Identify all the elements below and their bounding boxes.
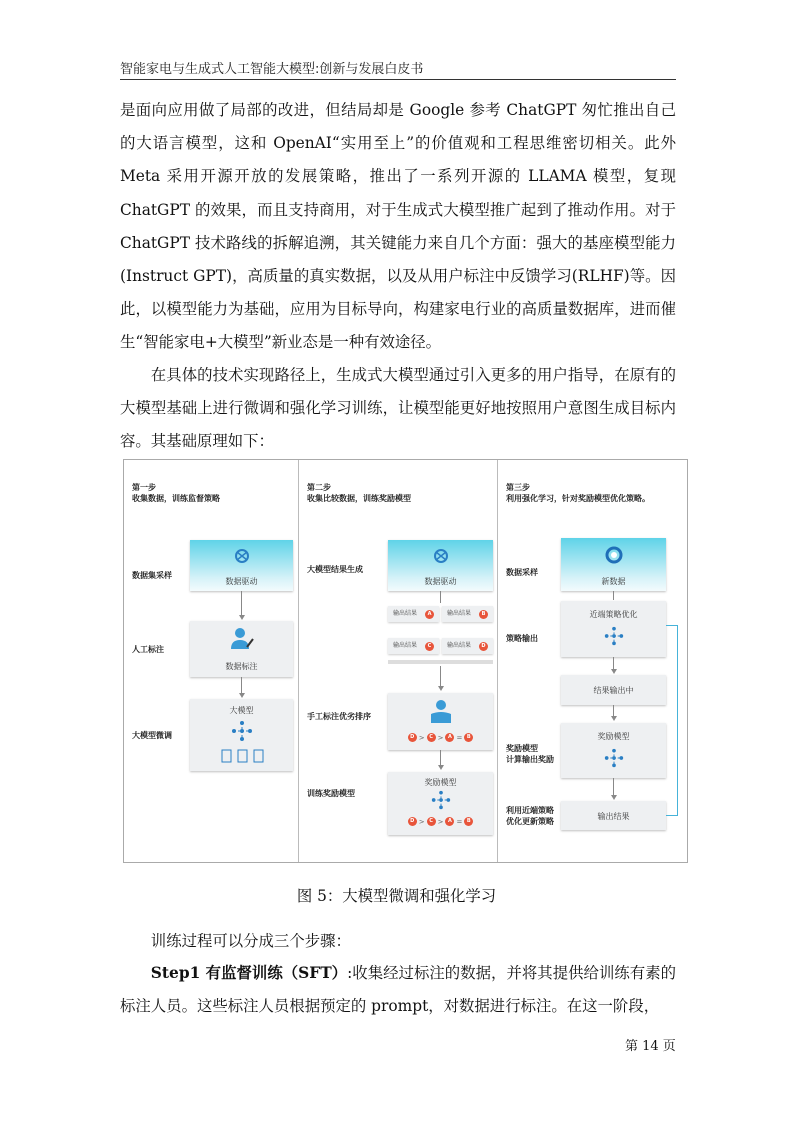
arrow-head [611, 716, 617, 721]
box-label: 新数据 [601, 577, 626, 586]
box-label: 结果输出中 [593, 686, 634, 695]
page-number: 第 14 页 [625, 1039, 676, 1054]
rank-badge: A [445, 733, 454, 742]
output-result-c [388, 638, 439, 654]
feedback-line [677, 625, 678, 816]
row-label: 利用近端策略 优化更新策略 [506, 806, 554, 826]
step2-column [299, 460, 497, 862]
badge-b: B [479, 610, 488, 619]
new-data-box [561, 538, 666, 591]
rank-badge: C [427, 817, 436, 826]
arrow-head [438, 686, 444, 691]
box-label: 数据标注 [225, 662, 258, 671]
running-header: 智能家电与生成式人工智能大模型:创新与发展白皮书 [120, 62, 424, 77]
step3-title: 第三步 [506, 483, 530, 492]
output-label: 输出结果 [393, 610, 418, 617]
network-icon [230, 719, 254, 743]
arrow-line [440, 591, 441, 603]
output-label: 输出结果 [393, 642, 418, 649]
box-label: 大模型 [229, 706, 254, 715]
output-result-box [561, 801, 666, 830]
person-icon [430, 699, 452, 723]
box-label: 近端策略优化 [589, 610, 638, 619]
arrow-head [611, 795, 617, 800]
step2-title: 第二步 [307, 483, 331, 492]
step1-subtitle: 收集数据，训练监督策略 [132, 494, 220, 503]
step3-column [498, 460, 686, 862]
result-output-box [561, 675, 666, 705]
arrow-head [438, 765, 444, 770]
row-label: 训练奖励模型 [307, 789, 355, 798]
badge-d: D [479, 642, 488, 651]
rank-badge: D [408, 733, 417, 742]
row-label: 手工标注优劣排序 [307, 712, 371, 721]
output-label: 输出结果 [447, 642, 472, 649]
document-icons [220, 749, 266, 763]
network-icon [603, 747, 625, 769]
arrow-head [239, 615, 245, 620]
step3-subtitle: 利用强化学习，针对奖励模型优化策略。 [506, 494, 650, 503]
rank-badge: A [445, 817, 454, 826]
robot-icon [234, 548, 250, 564]
large-model-box [190, 699, 293, 771]
feedback-line [666, 815, 677, 816]
feedback-line [666, 625, 677, 626]
rank-badge: B [464, 733, 473, 742]
ranking-row [388, 817, 493, 826]
cycle-icon [605, 546, 623, 564]
data-driven-box [388, 540, 493, 591]
box-label: 奖励模型 [597, 732, 630, 741]
arrow-head [239, 693, 245, 698]
reward-model-box [561, 723, 666, 778]
row-label: 策略输出 [506, 634, 538, 643]
network-icon [430, 789, 452, 811]
step1-text: :收集经过标注的数据，并将其提供给训练有素的标注人员。这些标注人员根据预定的 prompt，对数据进行标注。在这一阶段， [120, 964, 676, 1016]
paragraph-3: 训练过程可以分成三个步骤： [150, 932, 351, 950]
data-driven-box [190, 540, 293, 591]
row-label: 奖励模型 计算输出奖励 [506, 744, 554, 764]
ranking-row [388, 733, 493, 742]
ranking-box [388, 693, 493, 750]
rank-operator: > [437, 733, 444, 742]
row-label: 大模型结果生成 [307, 565, 363, 574]
row-label: 数据集采样 [132, 571, 172, 580]
person-edit-icon [230, 627, 254, 651]
output-label: 输出结果 [447, 610, 472, 617]
robot-icon [433, 548, 449, 564]
paragraph-1: 是面向应用做了局部的改进，但结局却是 Google 参考 ChatGPT 匆忙推出自己的大语言模型，这和 OpenAI“实用至上”的价值观和工程思维密切相关。此外 Meta 采用开源开放的发展策略，推出了一系列开源的 LLAMA 模型，复现 ChatGPT 的效果，而且支持商用，对于生成式大模型推广起到了推动作用。对于 ChatGPT 技术路线的拆解追溯，其关键能力来自几个方面：强大的基座模型能力(Instruct GPT)，高质量的真实数据，以及从用户标注中反馈学习(RLHF)等。因此，以模型能力为基础，应用为目标导向，构建家电行业的高质量数据库，进而催生“智能家电+大模型”新业态是一种有效途径。 [120, 101, 676, 352]
arrow-line [241, 591, 242, 617]
outputs-shelf [388, 660, 493, 664]
rank-operator: > [437, 817, 444, 826]
step1-heading: Step1 有监督训练（SFT） [150, 964, 348, 982]
step1-column [124, 460, 298, 862]
box-label: 输出结果 [597, 812, 630, 821]
figure-rlhf-diagram [123, 459, 688, 863]
rank-operator: > [418, 817, 425, 826]
output-result-b [442, 606, 493, 622]
network-icon [603, 625, 625, 647]
badge-a: A [425, 610, 434, 619]
row-label: 数据采样 [506, 568, 538, 577]
box-label: 数据驱动 [424, 577, 457, 586]
box-label: 奖励模型 [424, 778, 457, 787]
row-label: 人工标注 [132, 645, 164, 654]
output-result-d [442, 638, 493, 654]
paragraph-2: 在具体的技术实现路径上，生成式大模型通过引入更多的用户指导，在原有的大模型基础上进行微调和强化学习训练，让模型能更好地按照用户意图生成目标内容。其基础原理如下： [120, 366, 676, 451]
arrow-line [613, 591, 614, 600]
rank-badge: C [427, 733, 436, 742]
paragraph-4 [120, 957, 676, 1023]
rank-operator: = [456, 817, 463, 826]
rank-badge: D [408, 817, 417, 826]
arrow-line [440, 666, 441, 688]
output-result-a [388, 606, 439, 622]
step1-title: 第一步 [132, 483, 156, 492]
row-label: 大模型微调 [132, 731, 172, 740]
box-label: 数据驱动 [225, 577, 258, 586]
data-annotation-box [190, 621, 293, 677]
rank-operator: > [418, 733, 425, 742]
rank-badge: B [464, 817, 473, 826]
badge-c: C [425, 642, 434, 651]
step2-subtitle: 收集比较数据，训练奖励模型 [307, 494, 411, 503]
ppo-box [561, 601, 666, 657]
arrow-head [611, 669, 617, 674]
rank-operator: = [456, 733, 463, 742]
header-rule [120, 79, 676, 80]
reward-model-box [388, 772, 493, 835]
figure-caption: 图 5：大模型微调和强化学习 [296, 887, 497, 905]
